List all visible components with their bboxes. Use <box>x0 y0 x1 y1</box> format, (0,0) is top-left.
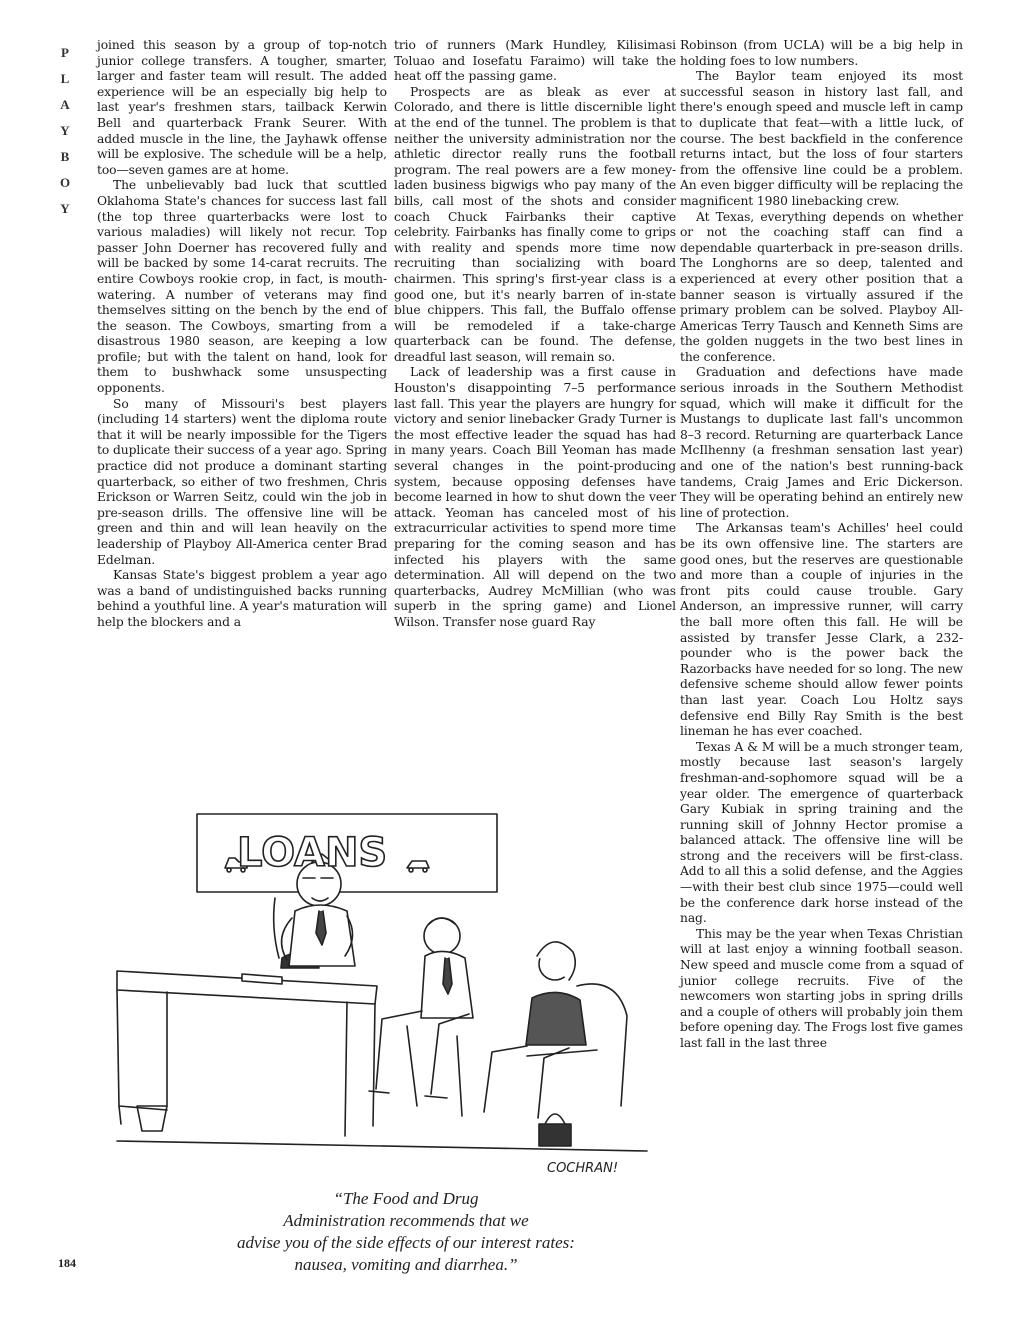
paragraph: At Texas, everything depends on whether or not the coaching staff can find a dependable quarterback in pre-season drills. The Longhorns are so deep, talented and experienced at every other position that a banner season is virtually assured if the primary problem can be solved. Playboy All-Americas Terry Tausch and Kenneth Sims are the golden nuggets in the two best lines in the conference. <box>680 209 963 364</box>
paragraph: Robinson (from UCLA) will be a big help in holding foes to low numbers. <box>680 38 963 68</box>
paragraph: Lack of leadership was a first cause in Houston's disappointing 7–5 performance last fall. This year the players are hungry for victory and senior linebacker Grady Turner is the most effective leader the squad has had in many years. Coach Bill Yeoman has made several changes in the point-producing system, because opposing defenses have become learned in how to shut down the veer attack. Yeoman has canceled most of his extracurricular activities to spend more time preparing for the coming season and has infected his players with the same determination. All will depend on the two quarterbacks, Audrey McMillian (who was superb in the spring game) and Lionel Wilson. Transfer nose guard Ray <box>394 365 676 629</box>
text-column-1 <box>97 38 387 631</box>
paragraph: So many of Missouri's best players (including 14 starters) went the diploma route that it will be nearly impossible for the Tigers to duplicate their success of a year ago. Spring practice did not produce a dominant starting quarterback, so either of two freshmen, Chris Erickson or Warren Seitz, could win the job in pre-season drills. The offensive line will be green and thin and will lean heavily on the leadership of Playboy All-America center Brad Edelman. <box>97 396 387 567</box>
paragraph: This may be the year when Texas Christian will at last enjoy a winning football season. New speed and muscle come from a squad of junior college recruits. Five of the newcomers won starting jobs in spring drills and a couple of others will probably join them before opening day. The Frogs lost five games last fall in the last three <box>680 926 963 1050</box>
paragraph: Prospects are as bleak as ever at Colorado, and there is little discernible light at the end of the tunnel. The problem is that neither the university administration nor the athletic director really runs the football program. The real powers are a few money-laden business bigwigs who pay many of the bills, call most of the shots and consider coach Chuck Fairbanks their captive celebrity. Fairbanks has finally come to grips with reality and spends more time now recruiting than socializing with board chairmen. This spring's first-year class is a good one, but it's nearly barren of in-state blue chippers. This fall, the Buffalo offense will be remodeled if a take-charge quarterback can be found. The defense, dreadful last season, will remain so. <box>394 84 676 364</box>
paragraph: joined this season by a group of top-notch junior college transfers. A tougher, smarter, larger and faster team will result. The added experience will be an especially big help to last year's freshmen stars, tailback Kerwin Bell and quarterback Frank Seurer. With added muscle in the line, the Jayhawk offense will be explosive. The schedule will be a help, too—seven games are at home. <box>97 38 387 177</box>
paragraph: Graduation and defections have made serious inroads in the Southern Methodist squad, which will make it difficult for the Mustangs to duplicate last fall's uncommon 8–3 record. Returning are quarterback Lance McIlhenny (a freshman sensation last year) and one of the nation's best running-back tandems, Craig James and Eric Dickerson. They will be operating behind an entirely new line of protection. <box>680 365 963 520</box>
loans-sign-text: LOANS <box>237 830 388 876</box>
page-number: 184 <box>58 1256 76 1270</box>
paragraph: Texas A & M will be a much stronger team, mostly because last season's largely freshman-and-sophomore squad will be a year older. The emergence of quarterback Gary Kubiak in spring training and the running skill of Johnny Hector promise a balanced attack. The offensive line will be strong and the receivers will be first-class. Add to all this a solid defense, and the Aggies—with their best club since 1975—could well be the conference dark horse instead of the nag. <box>680 739 963 926</box>
running-head: P L A Y B O Y <box>59 45 71 216</box>
text-column-2 <box>394 38 676 631</box>
cartoon-caption: “The Food and Drug Administration recommends that we advise you of the side effects of our interest rates: nausea, vomiting and diarrhea.” <box>237 1189 575 1274</box>
paragraph: Kansas State's biggest problem a year ago was a band of undistinguished backs running behind a youthful line. A year's maturation will help the blockers and a <box>97 568 387 629</box>
cartoonist-signature: COCHRAN! <box>547 1161 619 1176</box>
paragraph: The Baylor team enjoyed its most successful season in history last fall, and there's enough speed and muscle left in camp to duplicate that feat—with a little luck, of course. The best backfield in the conference returns intact, but the loss of four starters from the offensive line could be a problem. An even bigger difficulty will be replacing the magnificent 1980 linebacking crew. <box>680 69 963 208</box>
paragraph: The unbelievably bad luck that scuttled Oklahoma State's chances for success last fall (the top three quarterbacks were lost to various maladies) will likely not recur. Top passer John Doerner has recovered fully and will be backed by some 14-carat recruits. The entire Cowboys rookie crop, in fact, is mouth-watering. A number of veterans may find themselves sitting on the bench by the end of the season. The Cowboys, smarting from a disastrous 1980 season, are keeping a low profile; but with the talent on hand, look for them to bushwhack some unsuspecting opponents. <box>97 178 387 396</box>
paragraph: trio of runners (Mark Hundley, Kilisimasi Toluao and Iosefatu Faraimo) will take the heat off the passing game. <box>394 38 676 84</box>
text-column-3 <box>680 38 963 1052</box>
cartoon-illustration <box>107 806 667 1184</box>
paragraph: The Arkansas team's Achilles' heel could be its own offensive line. The starters are good ones, but the reserves are questionable and more than a couple of injuries in the front pits could cause trouble. Gary Anderson, an impressive runner, will carry the ball more often this fall. He will be assisted by transfer Jesse Clark, a 232-pounder who is the power back the Razorbacks have needed for so long. The new defensive scheme should allow fewer points than last year. Coach Lou Holtz says defensive end Billy Ray Smith is the best lineman he has ever coached. <box>680 521 963 739</box>
